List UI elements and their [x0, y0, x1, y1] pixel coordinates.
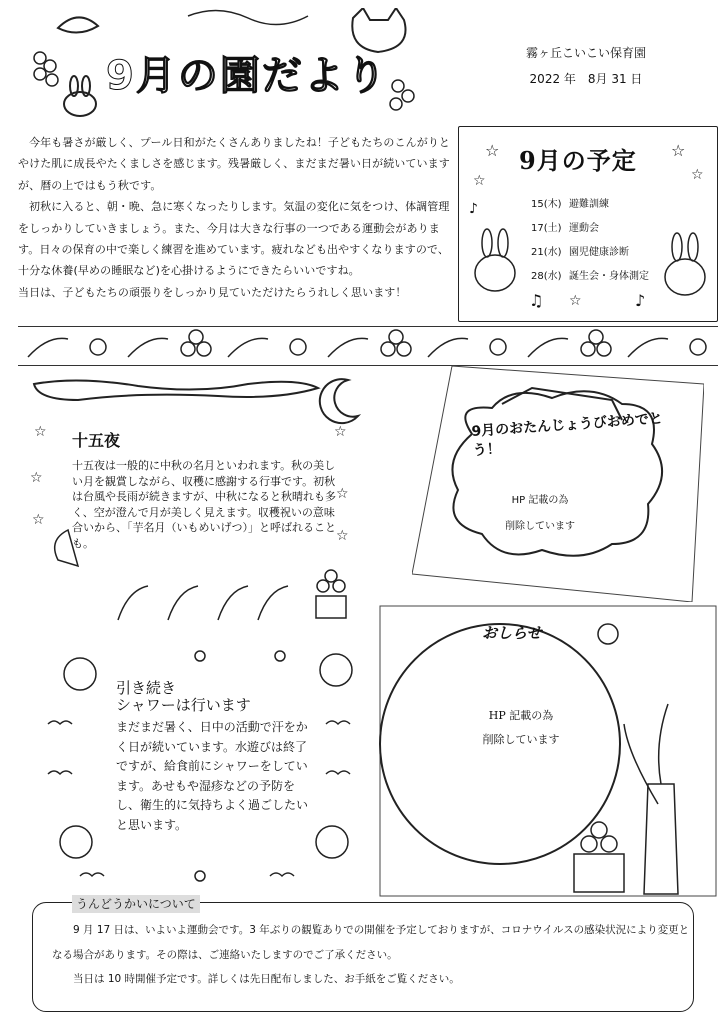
schedule-list — [531, 193, 649, 289]
schedule-item: 21(水) 園児健康診断 — [531, 247, 629, 258]
undokai-body — [52, 918, 692, 992]
undokai-title: うんどうかいについて — [72, 895, 200, 913]
undokai-paragraph: 当日は 10 時開催予定です。詳しくは先日配布しました、お手紙をご覧ください。 — [73, 973, 460, 985]
intro-paragraph: 当日は、子どもたちの頑張りをしっかり見ていただけたらうれしく思います！ — [18, 285, 407, 299]
birthday-heading: 9月のおたんじょうびおめでとう！ — [470, 410, 664, 459]
star-icon: ☆ — [485, 141, 500, 160]
rabbit-icon — [469, 227, 523, 303]
star-icon: ☆ — [473, 173, 486, 189]
notice-note: HP 記載の為 削除しています — [482, 709, 560, 746]
star-icon: ☆ — [34, 424, 47, 440]
star-icon: ☆ — [334, 424, 347, 440]
star-icon: ☆ — [336, 528, 349, 544]
issue-date: 2022 年 8月 31 日 — [529, 72, 643, 86]
birthday-note: HP 記載の為 削除しています — [505, 495, 575, 532]
school-info — [486, 40, 686, 92]
birthday-section — [412, 364, 704, 602]
school-name: 霧ヶ丘こいこい保育園 — [525, 46, 646, 60]
undokai-paragraph: 9 月 17 日は、いよいよ運動会です。3 年ぶりの観覧ありでの開催を予定しておりますが、コロナウイルスの感染状況により変更となる場合があります。その際は、ご連絡いたしますのでご了承ください。 — [52, 924, 690, 961]
star-icon: ☆ — [336, 486, 349, 502]
shower-body: まだまだ暑く、日中の活動で汗をかく日が続いています。水遊びは終了ですが、給食前にシャワーをしています。あせもや湿疹などの予防をし、衛生的に気持ちよく過ごしたいと思います。 — [116, 720, 309, 832]
decorative-border — [18, 326, 718, 366]
schedule-title: 9月の予定 — [519, 146, 637, 175]
intro-paragraph: 初秋に入ると、朝・晩、急に寒くなったりします。気温の変化に気をつけ、体調管理をしっかりしていきましょう。また、今月は大きな行事の一つである運動会があります。日々の保育の中で楽しく練習を進めています。疲れなども出やすくなりますので、十分な休養(早めの睡眠など)を心掛けるようにできたらいいですね。 — [18, 200, 450, 278]
music-note-icon: ♪ — [635, 291, 646, 310]
newsletter-title-banner — [18, 8, 418, 120]
birthday-decoration-svg — [412, 364, 704, 602]
shower-title: 引き続き シャワーは行います — [116, 679, 251, 714]
jugoya-title: 十五夜 — [72, 431, 121, 450]
intro-paragraph: 今年も暑さが厳しく、プール日和がたくさんありましたね！子どもたちのこんがりとやけた肌に成長やたくましさを感じます。残暑厳しく、まだまだ暑い日が続いていますが、暦の上ではもう秋です。 — [18, 136, 451, 192]
star-icon: ☆ — [32, 512, 45, 528]
schedule-box — [458, 126, 718, 322]
border-pattern-svg — [18, 327, 718, 365]
schedule-item: 28(水) 誕生会・身体測定 — [531, 271, 649, 282]
newsletter-title: 9月の園だより — [106, 53, 388, 99]
jugoya-body: 十五夜は一般的に中秋の名月といわれます。秋の美しい月を観賞しながら、収穫に感謝する行事です。初秋は台風や長雨が続きますが、中秋になると秋晴れも多く、空が澄んで月が美しく見えます。収穫祝いの意味合いから、「芋名月（いもめいげつ）」と呼ばれることも。 — [72, 459, 336, 550]
star-icon: ☆ — [569, 293, 582, 309]
intro-text — [18, 132, 458, 303]
notice-title: おしらせ — [482, 624, 542, 642]
star-icon: ☆ — [691, 167, 704, 183]
star-icon: ☆ — [671, 141, 686, 160]
star-icon: ☆ — [30, 470, 43, 486]
rabbit-icon — [659, 231, 713, 307]
schedule-item: 15(木) 避難訓練 — [531, 199, 609, 210]
music-note-icon: ♪ — [469, 201, 478, 217]
music-note-icon: ♫ — [529, 291, 544, 310]
schedule-item: 17(土) 運動会 — [531, 223, 599, 234]
